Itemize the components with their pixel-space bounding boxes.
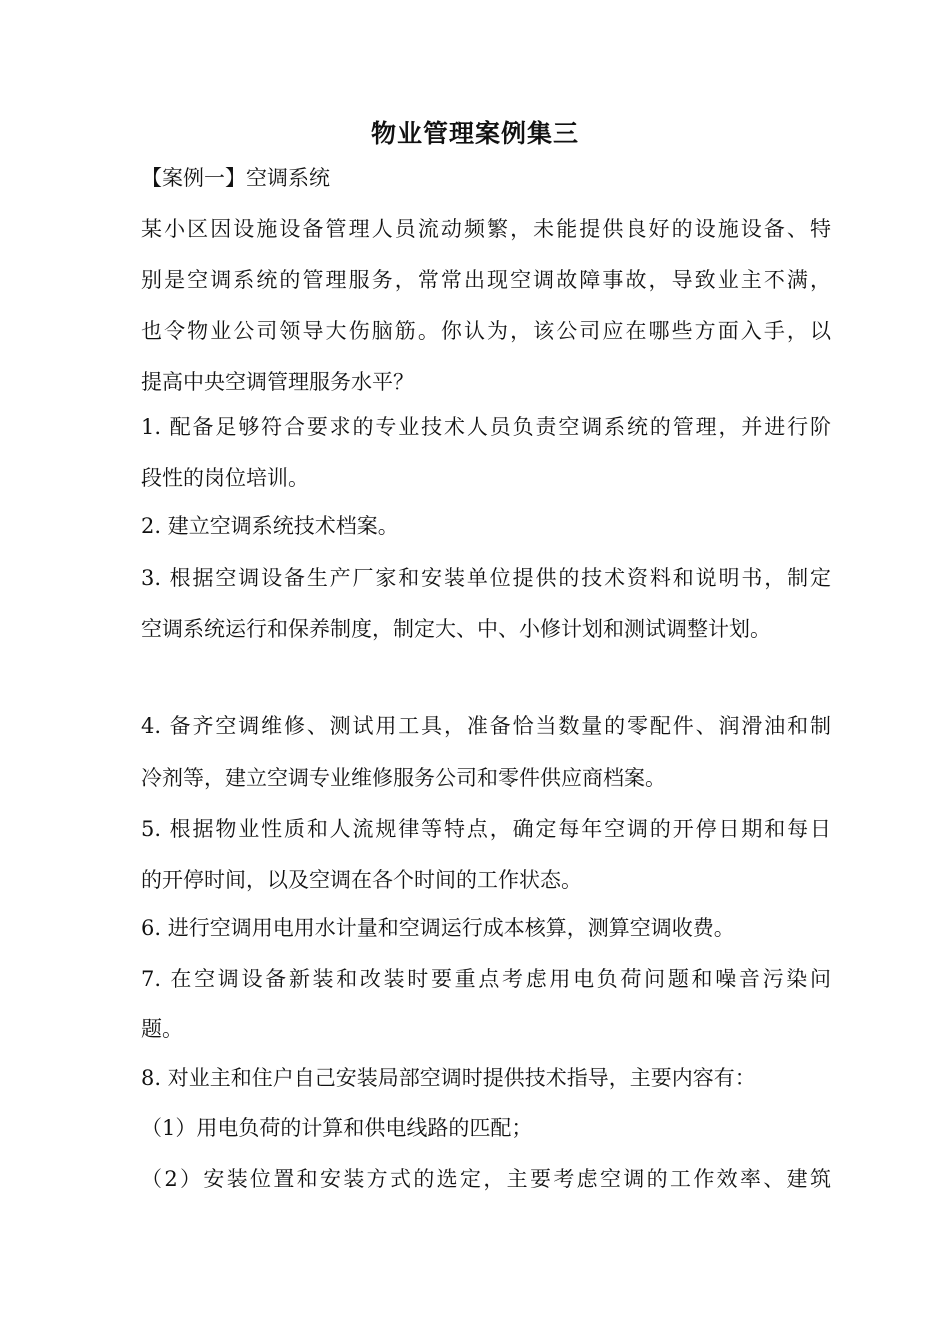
sub-item-line: （2）安装位置和安装方式的选定，主要考虑空调的工作效率、建筑 [141, 1167, 831, 1191]
list-item-line: 8. 对业主和住户自己安装局部空调时提供技术指导，主要内容有： [141, 1066, 756, 1090]
list-item-line: 4. 备齐空调维修、测试用工具，准备恰当数量的零配件、润滑油和制 [141, 714, 831, 738]
intro-line: 某小区因设施设备管理人员流动频繁，未能提供良好的设施设备、特 [141, 217, 831, 241]
sub-item-line: （1）用电负荷的计算和供电线路的匹配； [141, 1116, 533, 1140]
list-item-line: 5. 根据物业性质和人流规律等特点，确定每年空调的开停日期和每日 [141, 817, 831, 841]
intro-line: 也令物业公司领导大伤脑筋。你认为，该公司应在哪些方面入手，以 [141, 319, 831, 343]
list-item-line: 1. 配备足够符合要求的专业技术人员负责空调系统的管理，并进行阶 [141, 415, 831, 439]
list-item-line: 6. 进行空调用电用水计量和空调运行成本核算，测算空调收费。 [141, 916, 735, 940]
list-item-line: 3. 根据空调设备生产厂家和安装单位提供的技术资料和说明书，制定 [141, 566, 831, 590]
list-item-line: 冷剂等，建立空调专业维修服务公司和零件供应商档案。 [141, 766, 666, 790]
intro-line: 别是空调系统的管理服务，常常出现空调故障事故，导致业主不满， [141, 268, 831, 292]
case-heading: 【案例一】空调系统 [141, 166, 330, 190]
list-item-line: 段性的岗位培训。 [141, 466, 309, 490]
list-item-line: 2. 建立空调系统技术档案。 [141, 514, 399, 538]
page-title: 物业管理案例集三 [370, 119, 579, 148]
intro-line: 提高中央空调管理服务水平？ [141, 370, 414, 394]
list-item-line: 空调系统运行和保养制度，制定大、中、小修计划和测试调整计划。 [141, 617, 771, 641]
list-item-line: 题。 [141, 1017, 183, 1041]
list-item-line: 7. 在空调设备新装和改装时要重点考虑用电负荷问题和噪音污染问 [141, 967, 831, 991]
list-item-line: 的开停时间，以及空调在各个时间的工作状态。 [141, 868, 582, 892]
